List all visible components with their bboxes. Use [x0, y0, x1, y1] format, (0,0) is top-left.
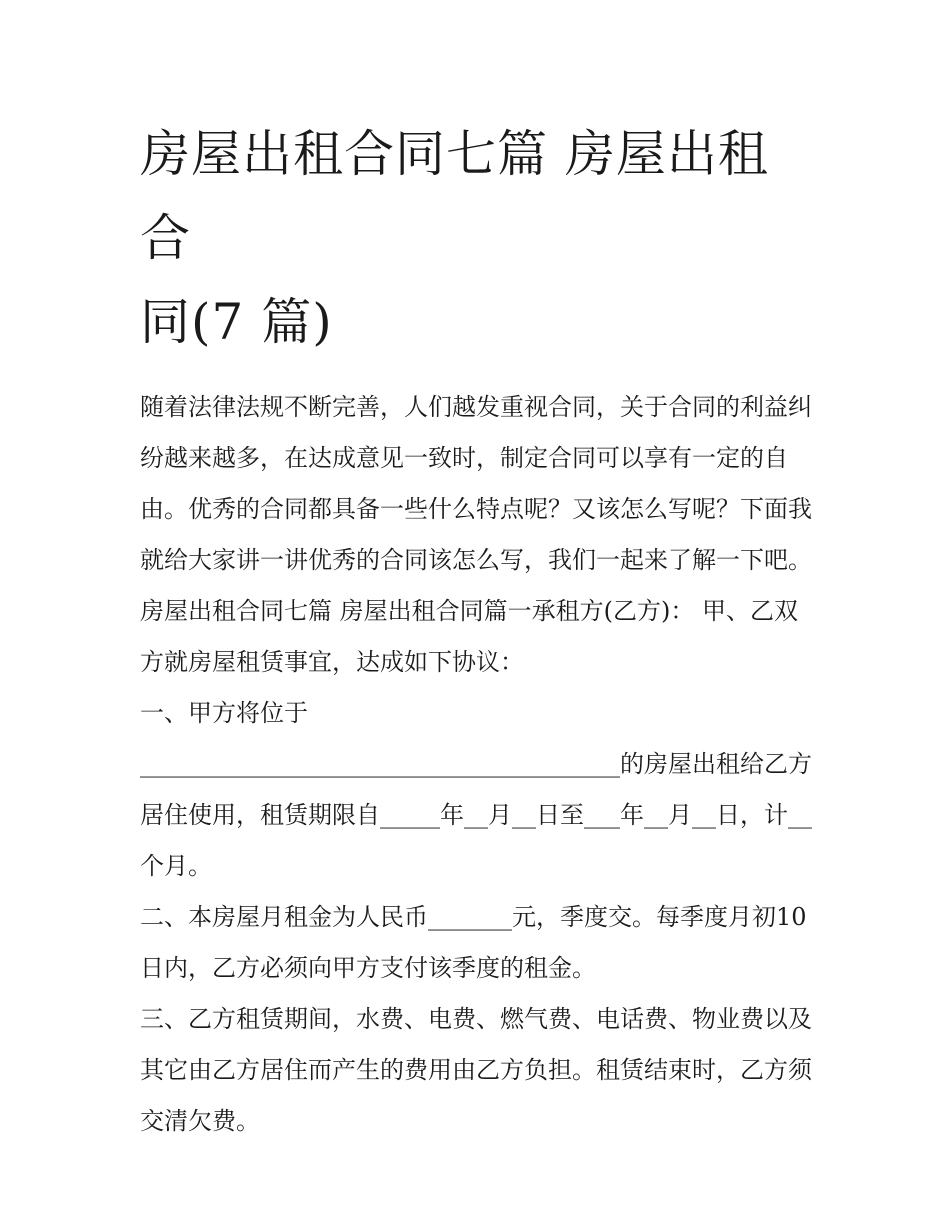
document-title	[140, 112, 815, 364]
contract-parties-paragraph: 房屋出租合同七篇 房屋出租合同篇一承租方(乙方)： 甲、乙双方就房屋租赁事宜，达成如下协议：	[140, 597, 798, 676]
document-page	[140, 112, 815, 1147]
title-line-1: 房屋出租合同七篇 房屋出租合	[140, 125, 769, 267]
clause-2: 二、本房屋月租金为人民币_______元，季度交。每季度月初10 日内，乙方必须向甲方支付该季度的租金。	[140, 903, 807, 982]
clause-1-heading: 一、甲方将位于	[140, 699, 308, 727]
clause-1-body: ________________________________________的房屋出租给乙方居住使用，租赁期限自_____年__月__日至___年__月__日，计__个月。	[140, 750, 812, 880]
clause-3: 三、乙方租赁期间，水费、电费、燃气费、电话费、物业费以及其它由乙方居住而产生的费用由乙方负担。租赁结束时，乙方须交清欠费。	[140, 1005, 812, 1135]
document-body	[140, 382, 815, 1147]
title-line-2: 同(7 篇)	[140, 293, 333, 351]
intro-paragraph: 随着法律法规不断完善，人们越发重视合同，关于合同的利益纠纷越来越多，在达成意见一致时，制定合同可以享有一定的自由。优秀的合同都具备一些什么特点呢？又该怎么写呢？下面我就给大家讲一讲优秀的合同该怎么写，我们一起来了解一下吧。	[140, 393, 812, 574]
